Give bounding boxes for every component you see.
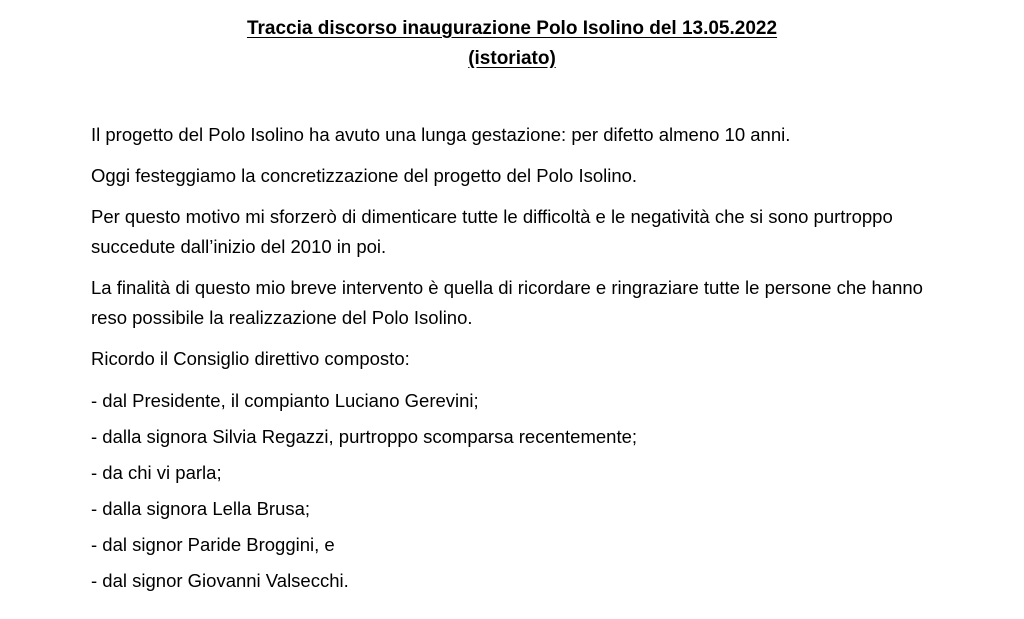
list-item: - dalla signora Lella Brusa; [91, 498, 311, 519]
list-item: - dal signor Giovanni Valsecchi. [91, 570, 349, 591]
paragraph-celebration: Oggi festeggiamo la concretizzazione del progetto del Polo Isolino. [91, 165, 638, 186]
title-line-1: Traccia discorso inaugurazione Polo Isolino del 13.05.2022 [246, 18, 778, 39]
paragraph-intro: Il progetto del Polo Isolino ha avuto una lunga gestazione: per difetto almeno 10 anni. [91, 124, 791, 145]
list-item: - da chi vi parla; [91, 462, 222, 483]
list-item: - dal Presidente, il compianto Luciano Gerevini; [91, 390, 479, 411]
list-item: - dalla signora Silvia Regazzi, purtroppo scomparsa recentemente; [91, 426, 638, 447]
paragraph-purpose: La finalità di questo mio breve intervento è quella di ricordare e ringraziare tutte le persone che hanno reso possibile la realizzazione del Polo Isolino. [91, 277, 923, 328]
paragraph-council: Ricordo il Consiglio direttivo composto: [91, 348, 410, 369]
council-members-list [91, 385, 951, 596]
list-item: - dal signor Paride Broggini, e [91, 534, 335, 555]
document-title [0, 14, 1024, 74]
title-line-2: (istoriato) [468, 48, 556, 69]
paragraph-difficulties: Per questo motivo mi sforzerò di dimenticare tutte le difficoltà e le negatività che si sono purtroppo succedute dall’inizio del 2010 in poi. [91, 206, 893, 257]
document-body [91, 120, 951, 601]
